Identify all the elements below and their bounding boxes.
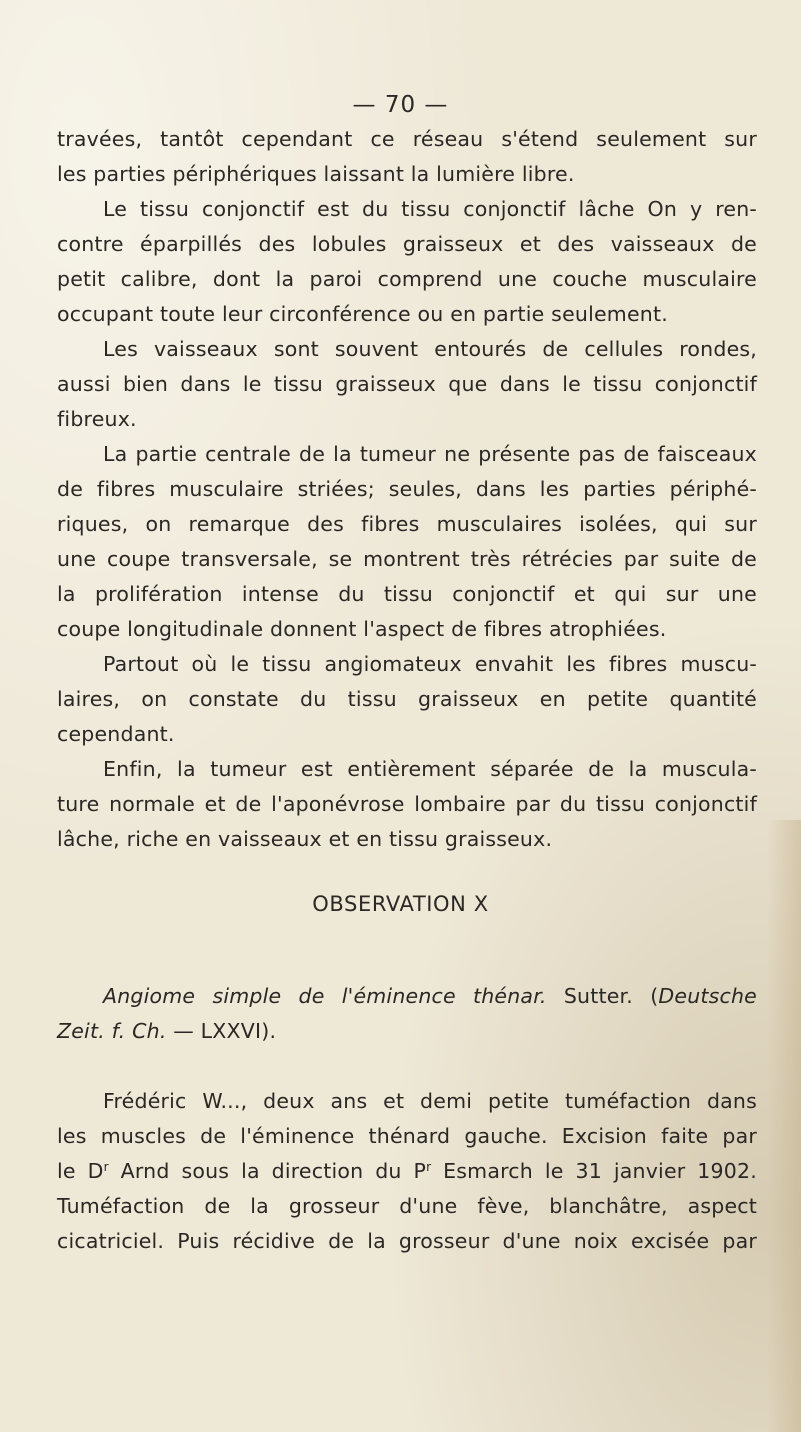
text-line: Le tissu conjonctif est du tissu conjonctif lâche On y ren- [103,197,757,221]
author-name: Sutter. ( [546,984,659,1008]
text-line: aussi bien dans le tissu graisseux que dans le tissu conjonctif [57,372,757,396]
text-line: La partie centrale de la tumeur ne présente pas de faisceaux [103,442,757,466]
paragraph-2 [57,192,757,332]
superscript: r [103,1160,109,1174]
text-line: les muscles de l'éminence thénard gauche. Excision faite par [57,1124,757,1148]
paragraph-1 [57,122,757,192]
page-number: — 70 — [352,92,449,118]
text-line: la prolifération intense du tissu conjonctif et qui sur une [57,582,757,606]
text-line: les parties périphériques laissant la lumière libre. [57,162,575,186]
text-line: riques, on remarque des fibres musculaires isolées, qui sur [57,512,757,536]
text-line: cependant. [57,722,175,746]
text-line: de fibres musculaire striées; seules, dans les parties périphé- [57,477,757,501]
reference-line-1 [57,979,757,1014]
text-line: cicatriciel. Puis récidive de la grosseur d'une noix excisée par [57,1229,757,1253]
observation-body [57,1084,757,1259]
text-line: coupe longitudinale donnent l'aspect de fibres atrophiées. [57,617,667,641]
paragraph-6 [57,752,757,857]
text-line: petit calibre, dont la paroi comprend une couche musculaire [57,267,757,291]
observation-reference [57,979,757,1049]
case-title: Angiome simple de l'éminence thénar. [103,984,547,1008]
text-line: Les vaisseaux sont souvent entourés de cellules rondes, [103,337,757,361]
text-line: Enfin, la tumeur est entièrement séparée de la muscula- [103,757,757,781]
text-fragment: Arnd sous la direction du P [108,1159,427,1183]
text-line: travées, tantôt cependant ce réseau s'étend seulement sur [57,127,757,151]
text-line: une coupe transversale, se montrent très rétrécies par suite de [57,547,757,571]
observation-heading: OBSERVATION X [312,892,489,916]
journal-volume: — LXXVI). [166,1019,277,1043]
text-fragment: Esmarch le 31 janvier 1902. [431,1159,757,1183]
text-line: lâche, riche en vaisseaux et en tissu graisseux. [57,827,553,851]
text-line: occupant toute leur circonférence ou en partie seulement. [57,302,668,326]
paragraph-4 [57,437,757,647]
superscript: r [426,1160,432,1174]
journal-abbrev: Zeit. f. Ch. [57,1019,167,1043]
reference-line-2 [57,1014,757,1049]
text-line: ture normale et de l'aponévrose lombaire par du tissu conjonctif [57,792,757,816]
text-line: Partout où le tissu angiomateux envahit les fibres muscu- [103,652,757,676]
paragraph-3 [57,332,757,437]
text-line: laires, on constate du tissu graisseux en petite quantité [57,687,757,711]
text-fragment: le D [57,1159,104,1183]
journal-name: Deutsche [658,984,757,1008]
text-line: Tuméfaction de la grosseur d'une fève, blanchâtre, aspect [57,1194,757,1218]
paragraph-5 [57,647,757,752]
text-line: fibreux. [57,407,137,431]
text-line: Frédéric W..., deux ans et demi petite tuméfaction dans [103,1089,757,1113]
text-line: contre éparpillés des lobules graisseux et des vaisseaux de [57,232,757,256]
text-line-with-titles [57,1154,757,1189]
